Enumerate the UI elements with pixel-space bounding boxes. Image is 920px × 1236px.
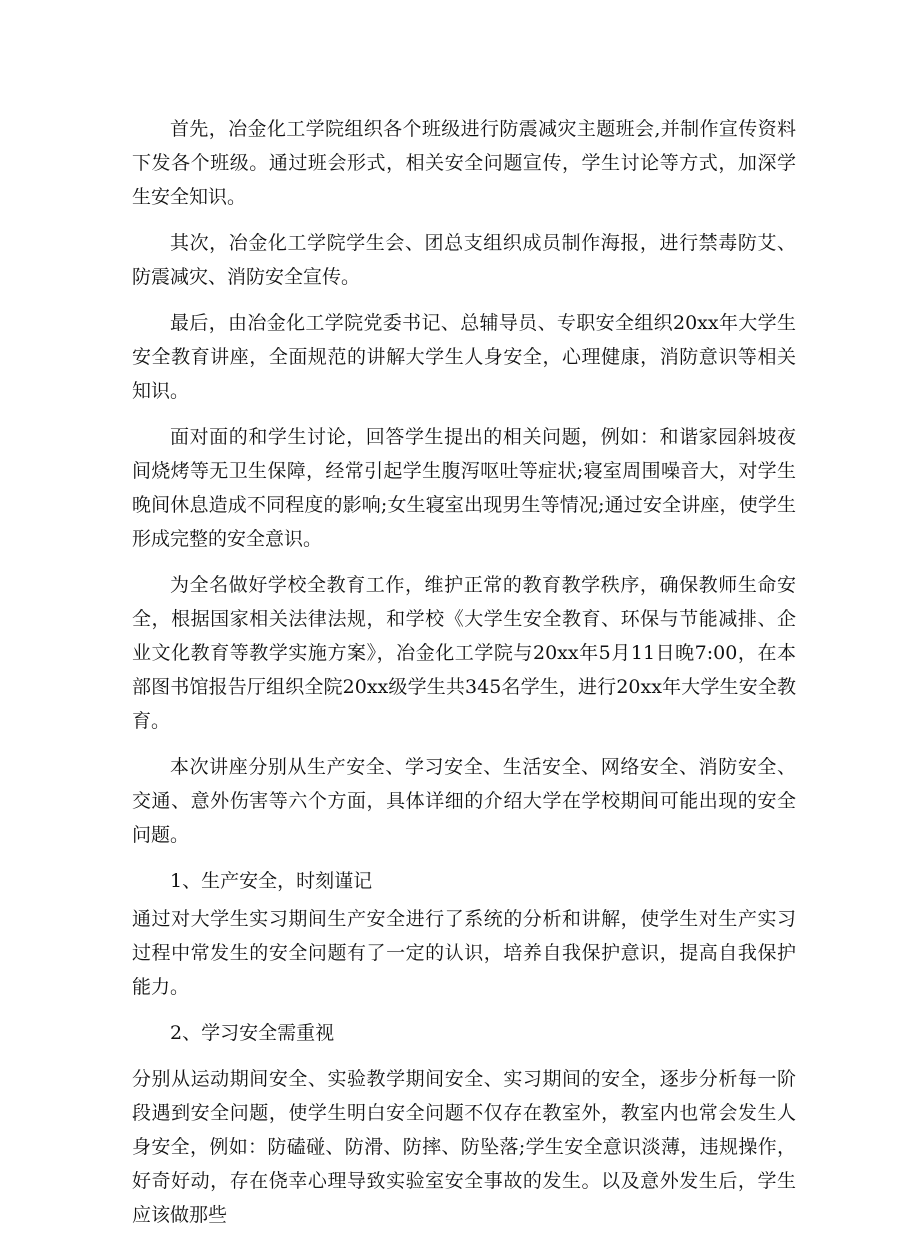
paragraph-study-safety: 分别从运动期间安全、实验教学期间安全、实习期间的安全，逐步分析每一阶段遇到安全问题，使学生明白安全问题不仅存在教室外，教室内也常会发生人身安全，例如：防磕碰、防滑、防摔、防坠落;学生安全意识淡薄，违规操作，好奇好动，存在侥幸心理导致实验室安全事故的发生。以及意外发生后，学生应该做那些 — [132, 1068, 796, 1226]
paragraph-lecture-scope: 本次讲座分别从生产安全、学习安全、生活安全、网络安全、消防安全、交通、意外伤害等六个方面，具体详细的介绍大学在学校期间可能出现的安全问题。 — [132, 756, 796, 846]
paragraph-production-safety: 通过对大学生实习期间生产安全进行了系统的分析和讲解，使学生对生产实习过程中常发生的安全问题有了一定的认识，培养自我保护意识，提高自我保护能力。 — [132, 908, 796, 998]
paragraph-intro-second: 其次，冶金化工学院学生会、团总支组织成员制作海报，进行禁毒防艾、防震减灾、消防安全宣传。 — [132, 232, 796, 288]
paragraph-lecture-info: 为全名做好学校全教育工作，维护正常的教育教学秩序，确保教师生命安全，根据国家相关法律法规，和学校《大学生安全教育、环保与节能减排、企业文化教育等教学实施方案》，冶金化工学院与20xx年5月11日晚7:00，在本部图书馆报告厅组织全院20xx级学生共345名学生，进行20xx年大学生安全教育。 — [132, 574, 796, 732]
paragraph-discussion: 面对面的和学生讨论，回答学生提出的相关问题，例如：和谐家园斜坡夜间烧烤等无卫生保障，经常引起学生腹泻呕吐等症状;寝室周围噪音大，对学生晚间休息造成不同程度的影响;女生寝室出现男生等情况;通过安全讲座，使学生形成完整的安全意识。 — [132, 426, 796, 550]
section-heading-study-safety: 2、学习安全需重视 — [170, 1022, 335, 1044]
paragraph-intro-first: 首先，冶金化工学院组织各个班级进行防震减灾主题班会,并制作宣传资料下发各个班级。通过班会形式，相关安全问题宣传，学生讨论等方式，加深学生安全知识。 — [132, 118, 796, 208]
document-body — [132, 112, 796, 1236]
paragraph-intro-last: 最后，由冶金化工学院党委书记、总辅导员、专职安全组织20xx年大学生安全教育讲座，全面规范的讲解大学生人身安全，心理健康，消防意识等相关知识。 — [132, 312, 796, 402]
section-heading-production-safety: 1、生产安全，时刻谨记 — [170, 870, 373, 892]
